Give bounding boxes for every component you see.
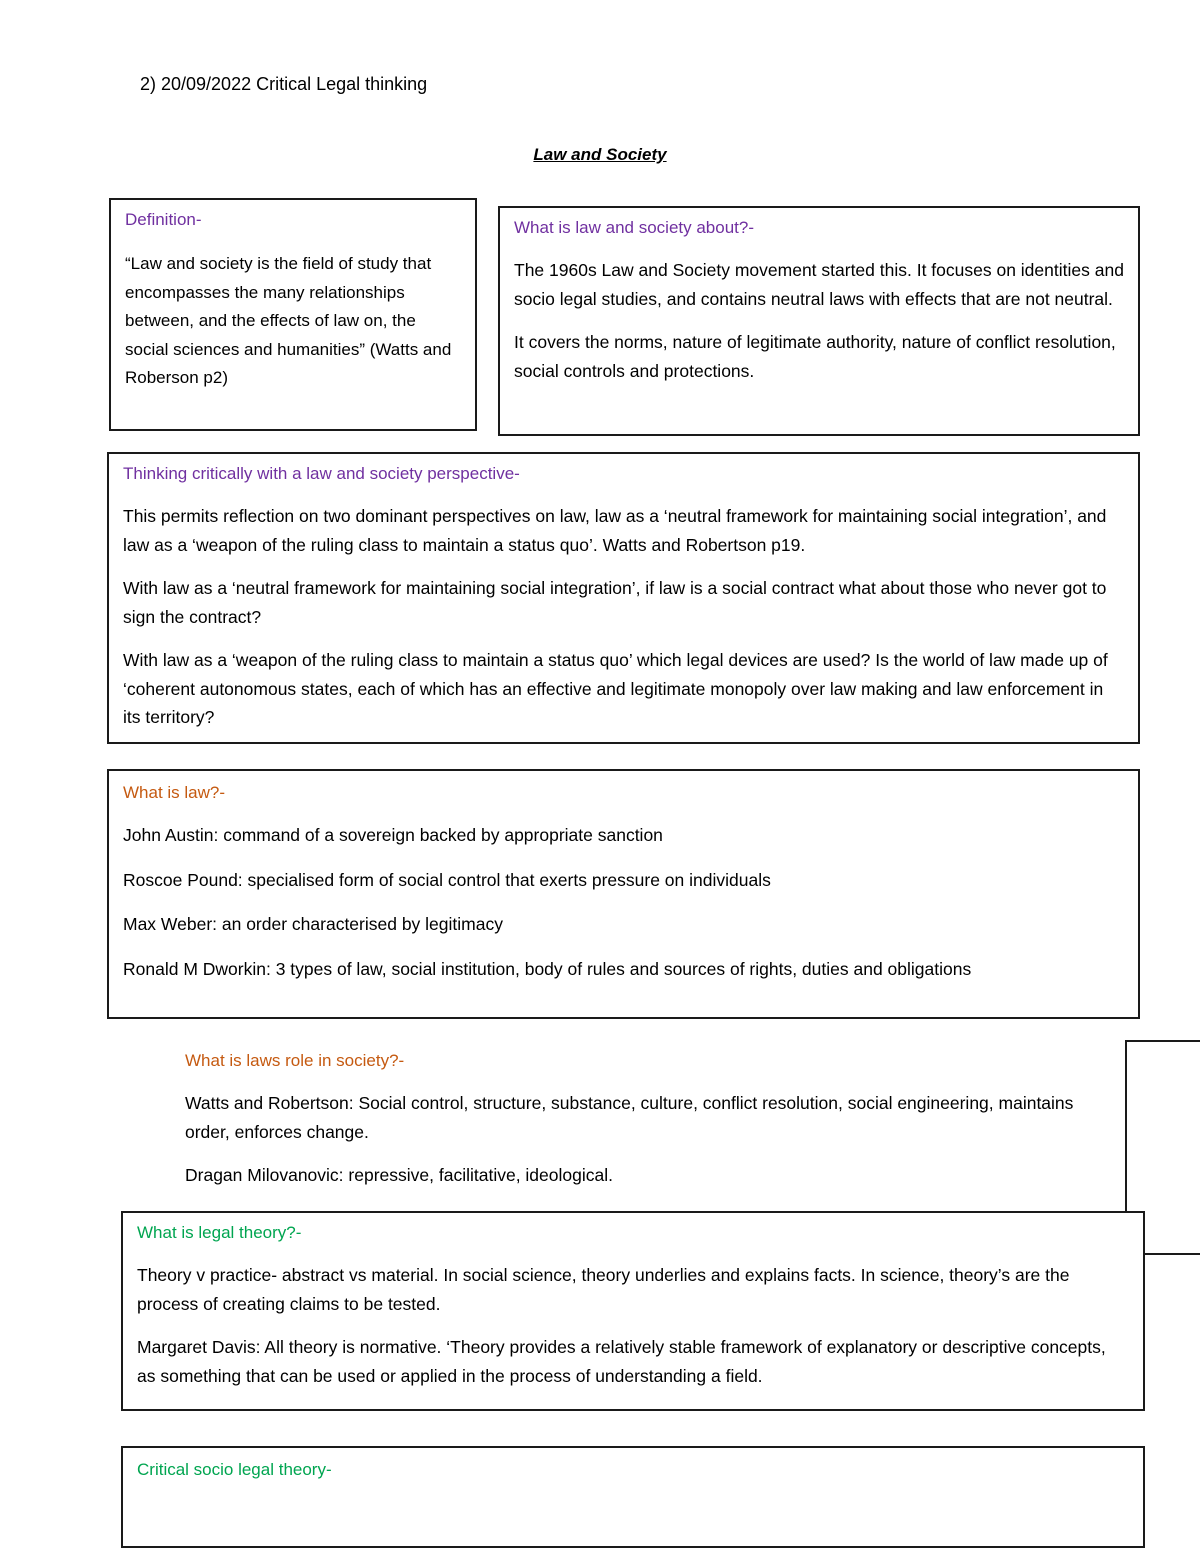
critical-thinking-heading: Thinking critically with a law and society perspective- [123, 464, 520, 483]
about-box [498, 206, 1140, 436]
laws-role-section [185, 1051, 1115, 1190]
critical-paragraph: This permits reflection on two dominant perspectives on law, law as a ‘neutral framework for maintaining social integration’, and law as a ‘weapon of the ruling class to maintain a status quo’. Watts and Robertson p19. [123, 506, 1107, 555]
laws-role-paragraph: Dragan Milovanovic: repressive, facilitative, ideological. [185, 1165, 613, 1185]
laws-role-paragraph: Watts and Robertson: Social control, structure, substance, culture, conflict resolution, social engineering, maintains order, enforces change. [185, 1093, 1074, 1142]
law-definition-item: Max Weber: an order characterised by legitimacy [123, 914, 503, 934]
legal-theory-heading: What is legal theory?- [137, 1223, 302, 1242]
definition-text: “Law and society is the field of study that encompasses the many relationships between, and the effects of law on, the social sciences and humanities” (Watts and Roberson p2) [125, 254, 452, 387]
socio-legal-theory-box [121, 1446, 1145, 1548]
laws-role-heading: What is laws role in society?- [185, 1051, 405, 1070]
document-heading: 2) 20/09/2022 Critical Legal thinking [140, 74, 428, 94]
page-title: Law and Society [533, 145, 667, 164]
law-definition-item: Ronald M Dworkin: 3 types of law, social institution, body of rules and sources of rights, duties and obligations [123, 958, 972, 979]
socio-legal-theory-heading: Critical socio legal theory- [137, 1460, 332, 1479]
law-definition-item: Roscoe Pound: specialised form of social control that exerts pressure on individuals [123, 869, 771, 890]
legal-theory-box [121, 1211, 1145, 1411]
critical-thinking-box [107, 452, 1140, 744]
critical-paragraph: With law as a ‘neutral framework for maintaining social integration’, if law is a social contract what about those who never got to sign the contract? [123, 578, 1107, 627]
critical-paragraph: With law as a ‘weapon of the ruling class to maintain a status quo’ which legal devices are used? Is the world of law made up of ‘coherent autonomous states, each of which has an effective and legitimate monopoly over law making and law enforcement in its territory? [123, 650, 1108, 727]
what-is-law-heading: What is law?- [123, 783, 226, 802]
what-is-law-box [107, 769, 1140, 1019]
definition-box [109, 198, 477, 431]
about-heading: What is law and society about?- [514, 218, 755, 237]
legal-theory-paragraph: Theory v practice- abstract vs material. In social science, theory underlies and explains facts. In science, theory’s are the process of creating claims to be tested. [137, 1265, 1070, 1314]
definition-heading: Definition- [125, 210, 202, 229]
legal-theory-paragraph: Margaret Davis: All theory is normative. ‘Theory provides a relatively stable framework of explanatory or descriptive concepts, as something that can be used or applied in the process of understanding a field. [137, 1337, 1106, 1386]
about-paragraph: The 1960s Law and Society movement started this. It focuses on identities and socio legal studies, and contains neutral laws with effects that are not neutral. [514, 260, 1124, 309]
about-paragraph: It covers the norms, nature of legitimate authority, nature of conflict resolution, social controls and protections. [514, 332, 1116, 381]
law-definition-item: John Austin: command of a sovereign backed by appropriate sanction [123, 825, 663, 845]
